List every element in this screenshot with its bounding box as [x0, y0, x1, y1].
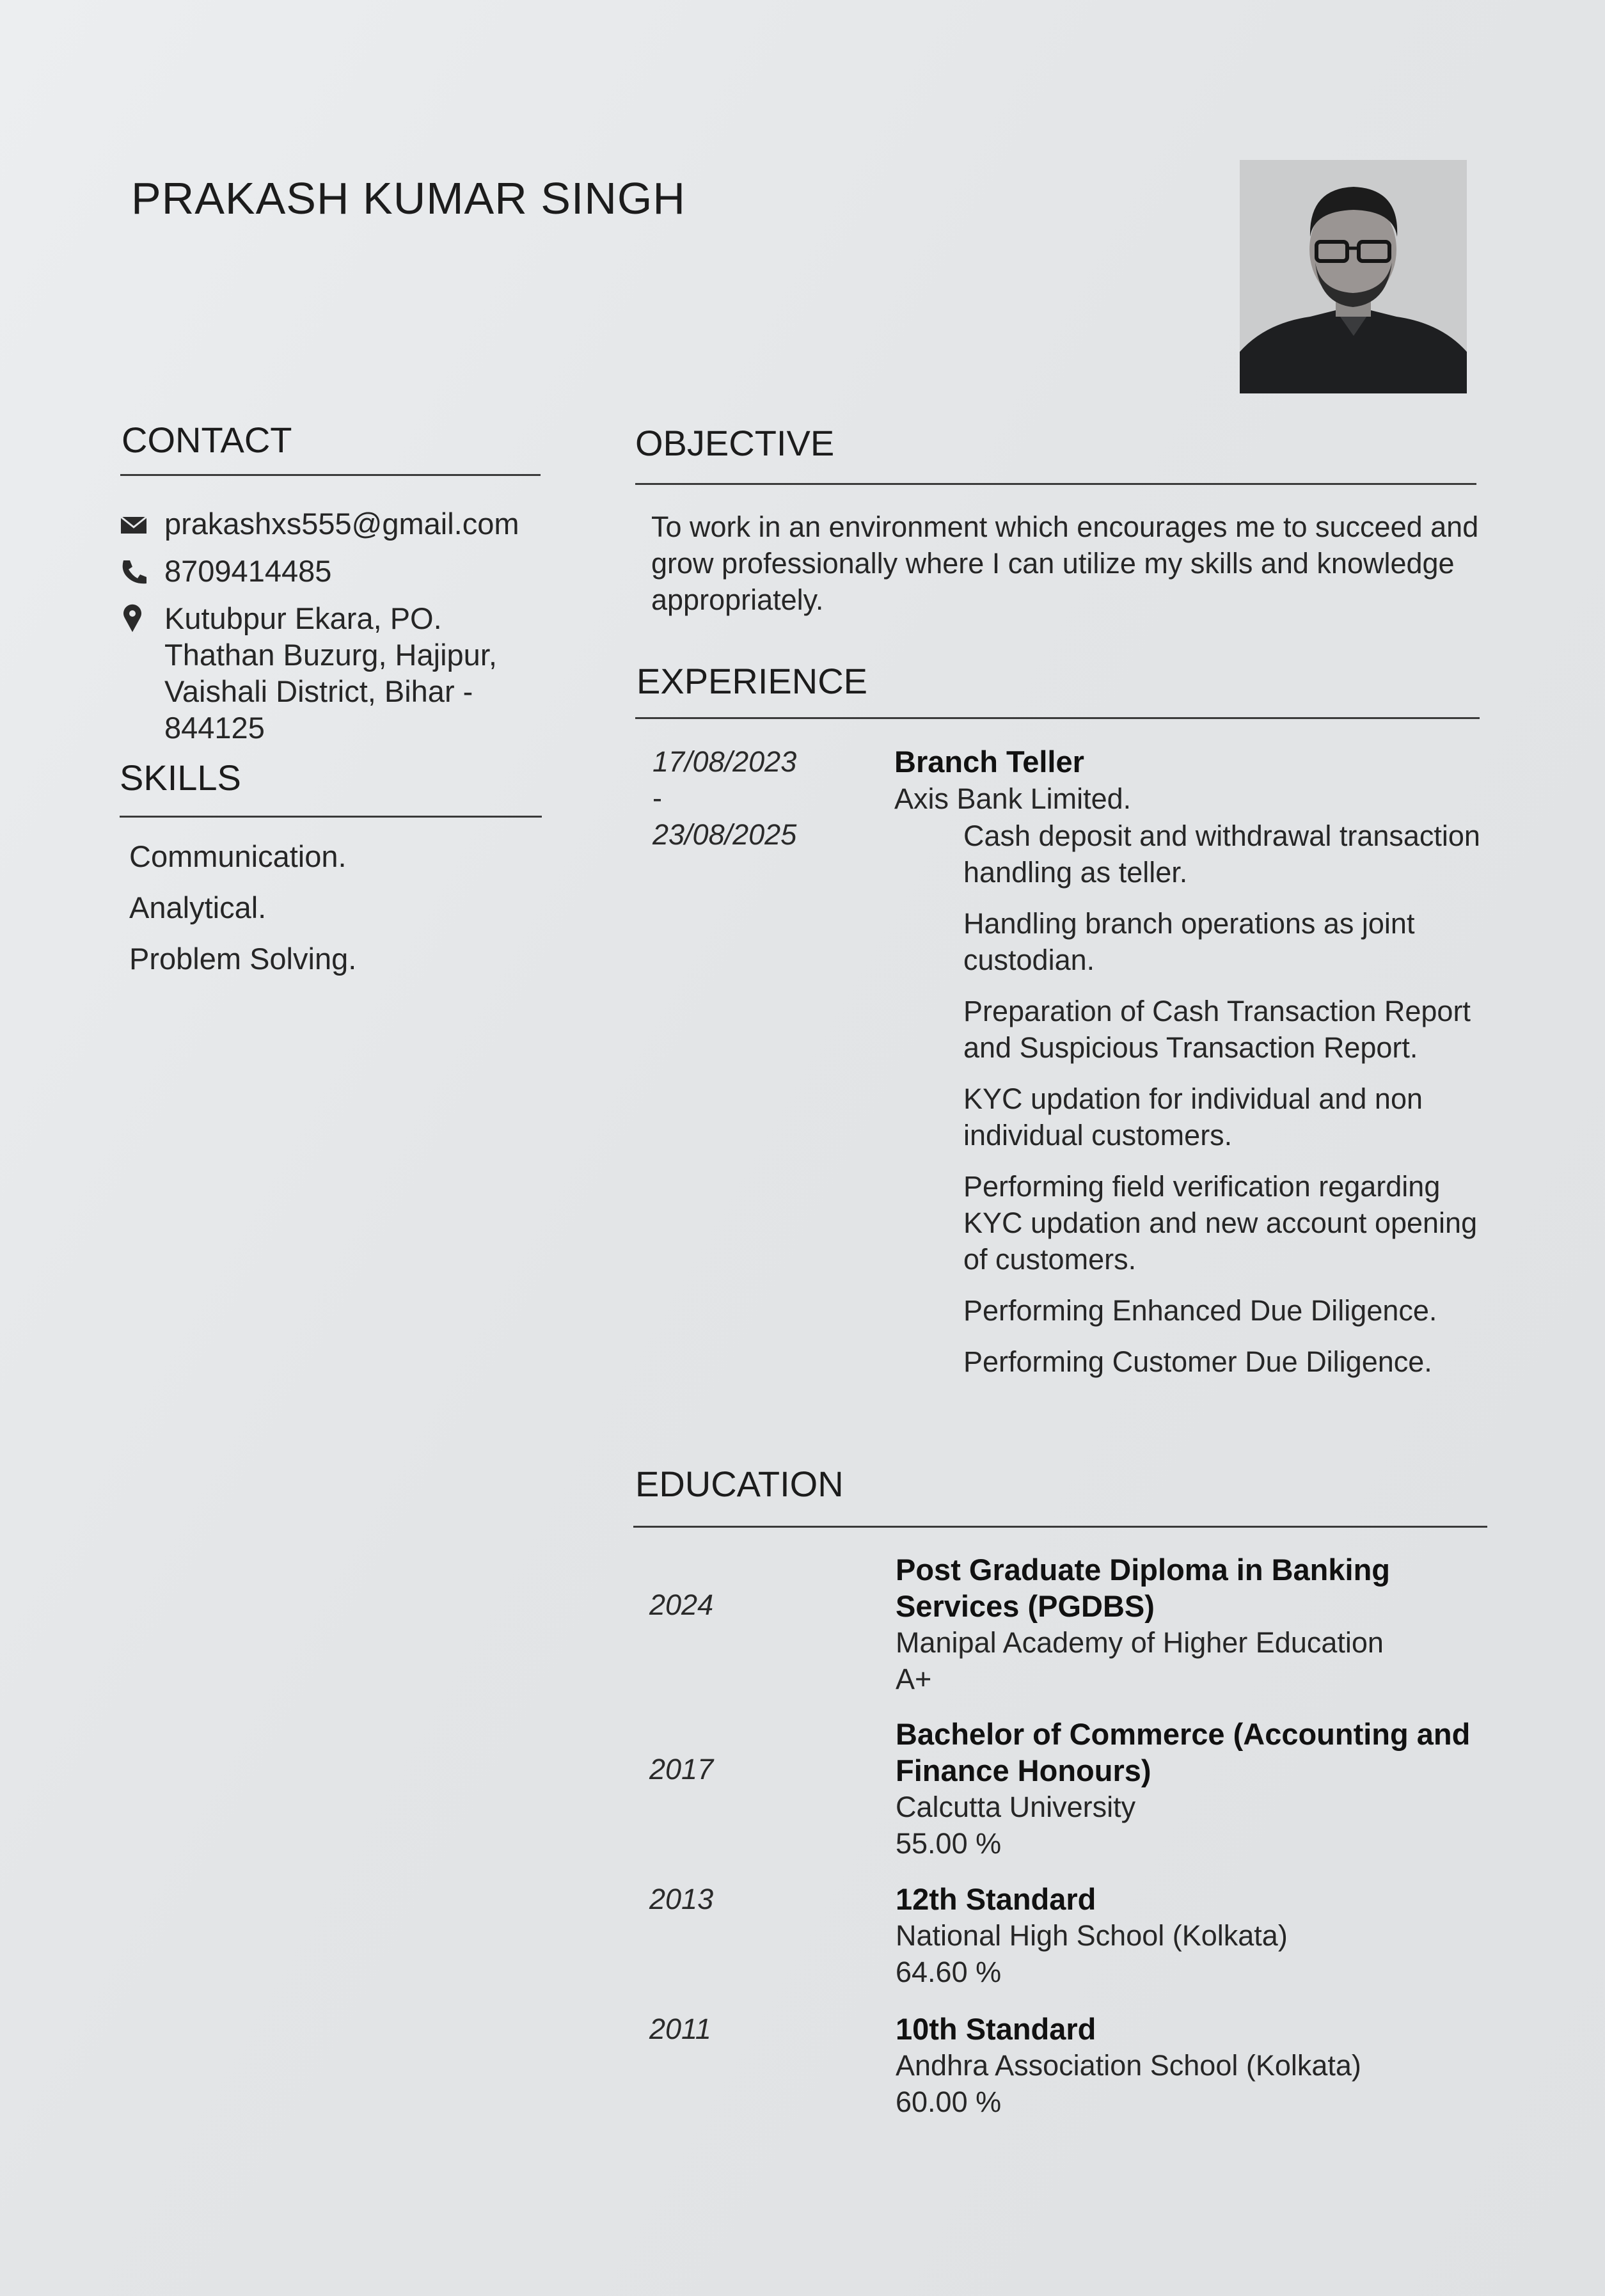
- education-institution: Manipal Academy of Higher Education: [896, 1626, 1384, 1659]
- duty-item: Performing field verification regarding KYC updation and new account opening of customers.: [963, 1170, 1478, 1276]
- contact-email-row: [118, 505, 553, 542]
- skills-divider: [120, 816, 542, 818]
- education-details: [896, 2011, 1494, 2120]
- skill-item: Analytical.: [129, 891, 267, 924]
- education-details: [896, 1551, 1494, 1697]
- education-year: 2013: [649, 1883, 714, 1915]
- experience-start-date: 17/08/2023: [652, 745, 797, 778]
- contact-heading: CONTACT: [122, 420, 292, 460]
- experience-divider: [635, 717, 1480, 719]
- education-institution: Andhra Association School (Kolkata): [896, 2049, 1361, 2082]
- phone-icon: [118, 557, 152, 586]
- contact-phone-row: [118, 553, 553, 589]
- candidate-name: PRAKASH KUMAR SINGH: [131, 173, 686, 223]
- contact-list: [118, 505, 553, 757]
- experience-company: Axis Bank Limited.: [894, 782, 1132, 815]
- education-grade: 64.60 %: [896, 1956, 1002, 1988]
- education-degree: 12th Standard: [896, 1882, 1096, 1916]
- contact-divider: [120, 474, 541, 476]
- education-degree: Post Graduate Diploma in Banking Services (PGDBS): [896, 1553, 1390, 1623]
- education-grade: A+: [896, 1663, 932, 1695]
- experience-duties: [963, 818, 1494, 1395]
- education-year: 2017: [649, 1753, 714, 1785]
- education-grade: 60.00 %: [896, 2086, 1002, 2118]
- skills-heading: SKILLS: [120, 757, 241, 798]
- education-heading: EDUCATION: [635, 1464, 844, 1504]
- education-year: 2024: [649, 1588, 714, 1621]
- contact-email[interactable]: prakashxs555@gmail.com: [164, 507, 519, 541]
- skills-list: [129, 838, 356, 992]
- objective-heading: OBJECTIVE: [635, 423, 835, 463]
- education-institution: Calcutta University: [896, 1791, 1136, 1823]
- education-grade: 55.00 %: [896, 1827, 1002, 1860]
- skill-item: Problem Solving.: [129, 942, 357, 976]
- objective-text: To work in an environment which encourages me to succeed and grow professionally where I can utilize my skills and knowledge appropriately.: [651, 511, 1479, 616]
- skill-item: Communication.: [129, 839, 347, 873]
- education-degree: Bachelor of Commerce (Accounting and Finance Honours): [896, 1717, 1471, 1787]
- duty-item: KYC updation for individual and non individual customers.: [963, 1082, 1423, 1152]
- experience-heading: EXPERIENCE: [636, 661, 867, 701]
- experience-dates: [652, 743, 796, 853]
- education-degree: 10th Standard: [896, 2012, 1096, 2046]
- duty-item: Performing Customer Due Diligence.: [963, 1345, 1432, 1378]
- education-divider: [633, 1526, 1487, 1528]
- contact-address: Kutubpur Ekara, PO. Thathan Buzurg, Hajipur, Vaishali District, Bihar - 844125: [164, 601, 497, 745]
- duty-item: Cash deposit and withdrawal transaction handling as teller.: [963, 819, 1480, 889]
- experience-end-date: 23/08/2025: [652, 818, 797, 851]
- contact-address-row: [118, 600, 553, 746]
- envelope-icon: [118, 509, 152, 539]
- duty-item: Preparation of Cash Transaction Report and Suspicious Transaction Report.: [963, 995, 1471, 1064]
- objective-divider: [635, 483, 1476, 485]
- location-pin-icon: [118, 604, 152, 633]
- experience-date-separator: -: [652, 782, 662, 814]
- profile-photo: [1240, 160, 1467, 393]
- education-year: 2011: [649, 2013, 711, 2045]
- education-details: [896, 1881, 1494, 1990]
- contact-phone[interactable]: 8709414485: [164, 554, 332, 588]
- duty-item: Performing Enhanced Due Diligence.: [963, 1294, 1437, 1327]
- experience-role: Branch Teller: [894, 745, 1084, 779]
- duty-item: Handling branch operations as joint custodian.: [963, 907, 1415, 976]
- education-details: [896, 1716, 1494, 1862]
- education-institution: National High School (Kolkata): [896, 1919, 1288, 1952]
